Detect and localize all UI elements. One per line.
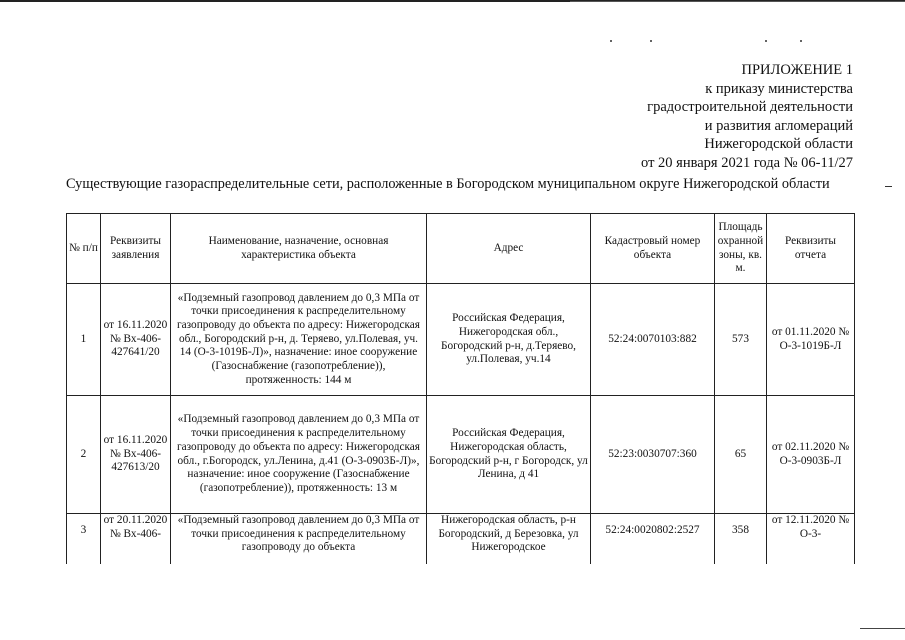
cell-report: от 12.11.2020 № О-3- xyxy=(767,514,855,564)
appendix-line: Нижегородской области xyxy=(704,136,853,153)
table-row xyxy=(67,284,855,396)
cell-description: «Подземный газопровод давлением до 0,3 МПа от точки присоединения к распределительному газопроводу до объекта по адресу: Нижегородская обл., г.Богородск, ул.Ленина, д.41 (О-3-0903Б-Л)», назначение: иное сооружение (Газоснабжение (газопотребление)), протяженность: 13 м xyxy=(171,396,427,514)
header-application: Реквизиты заявления xyxy=(101,214,171,284)
scan-top-edge-shadow xyxy=(570,1,905,2)
table-row xyxy=(67,396,855,514)
scan-bottom-mark xyxy=(860,628,905,629)
gas-network-table xyxy=(66,213,855,564)
header-address: Адрес xyxy=(427,214,591,284)
header-num: № п/п xyxy=(67,214,101,284)
cell-area: 358 xyxy=(715,514,767,564)
appendix-line: ПРИЛОЖЕНИЕ 1 xyxy=(741,62,853,78)
cell-address: Российская Федерация, Нижегородская обл., Богородский р-н, д.Теряево, ул.Полевая, уч.14 xyxy=(427,284,591,396)
cell-num: 1 xyxy=(67,284,101,396)
cell-cadastral: 52:23:0030707:360 xyxy=(591,396,715,514)
header-area: Площадь охранной зоны, кв. м. xyxy=(715,214,767,284)
header-report: Реквизиты отчета xyxy=(767,214,855,284)
cell-report: от 02.11.2020 № О-3-0903Б-Л xyxy=(767,396,855,514)
cell-cadastral: 52:24:0070103:882 xyxy=(591,284,715,396)
cell-num: 2 xyxy=(67,396,101,514)
scan-mark xyxy=(885,186,892,187)
cell-application: от 16.11.2020 № Вх-406-427613/20 xyxy=(101,396,171,514)
cell-cadastral: 52:24:0020802:2527 xyxy=(591,514,715,564)
appendix-line: от 20 января 2021 года № 06-11/27 xyxy=(641,154,853,171)
appendix-header xyxy=(533,61,853,173)
appendix-line: градостроительной деятельности xyxy=(647,99,853,116)
scan-specks xyxy=(600,40,840,46)
cell-address: Нижегородская область, р-н Богородский, д Березовка, ул Нижегородское xyxy=(427,514,591,564)
document-title: Существующие газораспределительные сети, расположенные в Богородском муниципальном округе Нижегородской области xyxy=(66,176,830,192)
cell-application: от 16.11.2020 № Вх-406-427641/20 xyxy=(101,284,171,396)
cell-num: 3 xyxy=(67,514,101,564)
cell-area: 65 xyxy=(715,396,767,514)
cell-description: «Подземный газопровод давлением до 0,3 МПа от точки присоединения к распределительному газопроводу до объекта по адресу: Нижегородская обл., Богородский р-н, д. Теряево, ул.Полевая, уч. 14 (О-3-1019Б-Л)», назначение: иное сооружение (Газоснабжение (газопотребление)), протяженность: 144 м xyxy=(171,284,427,396)
table-header-row xyxy=(67,214,855,284)
cell-description: «Подземный газопровод давлением до 0,3 МПа от точки присоединения к распределительному газопроводу до объекта xyxy=(171,514,427,564)
cell-area: 573 xyxy=(715,284,767,396)
header-description: Наименование, назначение, основная характеристика объекта xyxy=(171,214,427,284)
cell-application: от 20.11.2020 № Вх-406- xyxy=(101,514,171,564)
cell-address: Российская Федерация, Нижегородская область, Богородский р-н, г Богородск, ул Ленина, д 41 xyxy=(427,396,591,514)
appendix-line: к приказу министерства xyxy=(705,80,853,97)
cell-report: от 01.11.2020 № О-3-1019Б-Л xyxy=(767,284,855,396)
header-cadastral: Кадастровый номер объекта xyxy=(591,214,715,284)
appendix-line: и развития агломераций xyxy=(704,117,853,134)
table-row xyxy=(67,514,855,564)
